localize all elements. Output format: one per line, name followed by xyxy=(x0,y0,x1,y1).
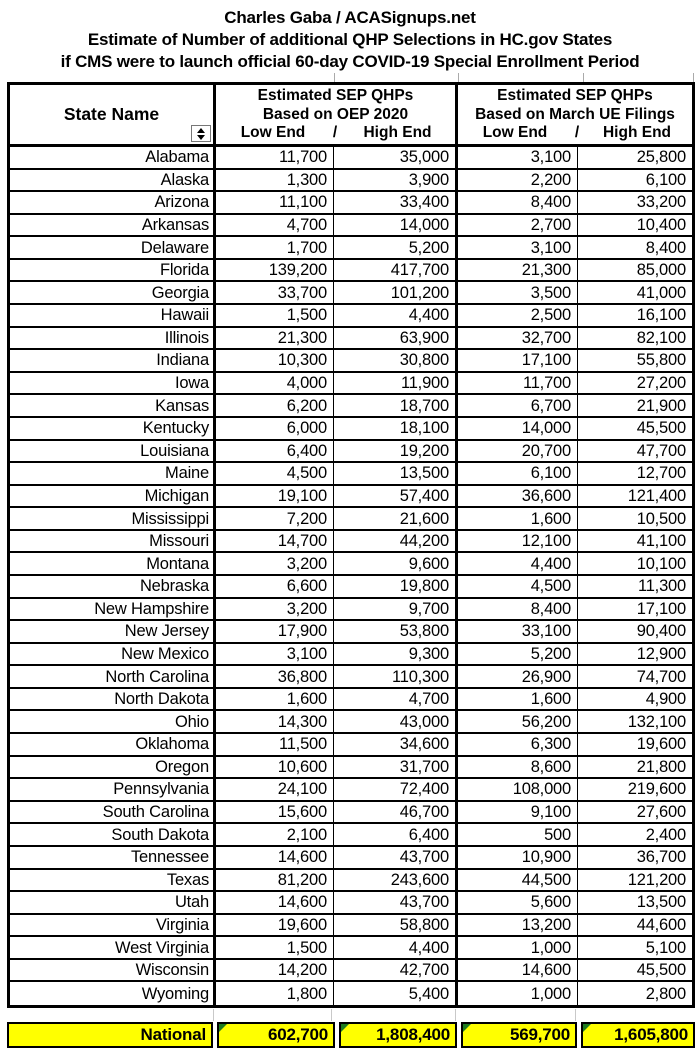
ue-lowhigh-subheader xyxy=(458,124,692,142)
ue-high-cell: 45,500 xyxy=(636,419,686,438)
state-name-cell: Florida xyxy=(10,260,216,281)
ue-low-cell: 14,600 xyxy=(458,960,578,981)
oep-low-cell: 81,200 xyxy=(216,870,334,891)
state-name-header-label: State Name xyxy=(63,104,160,124)
oep-high-cell: 4,700 xyxy=(334,689,458,710)
oep-high-cell: 31,700 xyxy=(334,757,458,778)
ue-low-cell: 9,100 xyxy=(458,802,578,823)
oep-low-cell: 14,700 xyxy=(216,531,334,552)
oep-low-cell: 11,100 xyxy=(216,192,334,213)
state-name-cell: Arkansas xyxy=(10,215,216,236)
ue-low-cell: 5,200 xyxy=(458,644,578,665)
oep-high-cell: 3,900 xyxy=(334,170,458,191)
ue-high-cell: 5,100 xyxy=(645,938,686,957)
ue-high-cell: 11,300 xyxy=(637,577,686,596)
ue-high-cell: 90,400 xyxy=(636,622,686,641)
ue-low-cell: 3,100 xyxy=(458,237,578,258)
table-row xyxy=(10,915,692,938)
ue-high-cell: 41,100 xyxy=(636,532,686,551)
table-row xyxy=(10,757,692,780)
ue-low-cell: 11,700 xyxy=(458,373,578,394)
oep-high-cell: 13,500 xyxy=(334,463,458,484)
state-name-cell: Oklahoma xyxy=(10,734,216,755)
table-row xyxy=(10,553,692,576)
table-row xyxy=(10,847,692,870)
table-row xyxy=(10,282,692,305)
oep-low-cell: 6,600 xyxy=(216,576,334,597)
table-body xyxy=(10,147,692,1005)
ue-high-cell: 41,000 xyxy=(636,283,686,302)
table-row xyxy=(10,237,692,260)
ue-low-end-label: Low End xyxy=(482,124,548,141)
ue-high-cell: 74,700 xyxy=(636,667,686,686)
oep-low-cell: 1,500 xyxy=(216,305,334,326)
state-name-cell: South Carolina xyxy=(10,802,216,823)
table-row xyxy=(10,170,692,193)
oep-high-cell: 11,900 xyxy=(334,373,458,394)
oep-low-cell: 24,100 xyxy=(216,779,334,800)
state-name-cell: Virginia xyxy=(10,915,216,936)
ue-low-cell: 32,700 xyxy=(458,328,578,349)
ue-low-cell: 6,300 xyxy=(458,734,578,755)
ue-high-cell: 2,800 xyxy=(645,984,686,1003)
ue-header-line1: Estimated SEP QHPs xyxy=(497,87,653,104)
ue-high-cell: 21,900 xyxy=(636,396,686,415)
state-name-header xyxy=(10,85,216,144)
oep-high-cell: 18,100 xyxy=(334,418,458,439)
table-row xyxy=(10,350,692,373)
oep-low-cell: 1,600 xyxy=(216,689,334,710)
ue-low-cell: 8,600 xyxy=(458,757,578,778)
oep-low-cell: 1,300 xyxy=(216,170,334,191)
state-name-cell: Ohio xyxy=(10,711,216,732)
state-name-cell: New Mexico xyxy=(10,644,216,665)
oep-high-cell: 4,400 xyxy=(334,305,458,326)
ue-low-cell: 2,500 xyxy=(458,305,578,326)
oep-low-cell: 6,400 xyxy=(216,441,334,462)
oep-low-cell: 11,500 xyxy=(216,734,334,755)
national-label-cell xyxy=(7,1022,213,1048)
ue-high-cell: 55,800 xyxy=(636,351,686,370)
oep-slash-separator: / xyxy=(332,124,338,141)
oep-low-cell: 19,100 xyxy=(216,486,334,507)
title-block xyxy=(0,7,700,73)
table-row xyxy=(10,666,692,689)
oep-high-cell: 243,600 xyxy=(334,870,458,891)
table-row xyxy=(10,305,692,328)
table-row xyxy=(10,508,692,531)
ue-high-cell: 10,500 xyxy=(636,509,686,528)
oep-high-cell: 21,600 xyxy=(334,508,458,529)
ue-high-cell: 44,600 xyxy=(636,915,686,934)
oep-high-cell: 14,000 xyxy=(334,215,458,236)
ue-high-end-label: High End xyxy=(602,124,672,141)
ue-low-cell: 2,200 xyxy=(458,170,578,191)
state-name-cell: Oregon xyxy=(10,757,216,778)
ue-high-cell: 13,500 xyxy=(636,893,686,912)
ue-header-line2: Based on March UE Filings xyxy=(475,106,675,123)
state-name-cell: Illinois xyxy=(10,328,216,349)
formula-indicator-triangle-icon xyxy=(583,1024,591,1032)
sort-filter-button[interactable] xyxy=(191,125,211,142)
ue-low-cell: 108,000 xyxy=(458,779,578,800)
state-name-cell: New Jersey xyxy=(10,621,216,642)
oep-low-cell: 2,100 xyxy=(216,824,334,845)
ue-high-cell: 19,600 xyxy=(636,735,686,754)
ue-high-cell: 121,200 xyxy=(627,870,686,889)
formula-indicator-triangle-icon xyxy=(219,1024,227,1032)
oep-low-cell: 17,900 xyxy=(216,621,334,642)
national-totals-row xyxy=(0,1022,700,1048)
national-ue-low-value: 569,700 xyxy=(509,1025,570,1044)
ue-low-cell: 33,100 xyxy=(458,621,578,642)
state-name-cell: Montana xyxy=(10,553,216,574)
national-oep-low-value: 602,700 xyxy=(267,1025,328,1044)
oep-high-cell: 9,300 xyxy=(334,644,458,665)
oep-low-cell: 10,600 xyxy=(216,757,334,778)
oep-low-cell: 21,300 xyxy=(216,328,334,349)
ue-high-cell: 219,600 xyxy=(627,780,686,799)
ue-high-cell: 27,200 xyxy=(636,374,686,393)
oep-high-cell: 44,200 xyxy=(334,531,458,552)
ue-high-cell: 12,700 xyxy=(636,464,686,483)
oep-high-cell: 19,800 xyxy=(334,576,458,597)
state-name-cell: Kansas xyxy=(10,395,216,416)
oep-high-cell: 101,200 xyxy=(334,282,458,303)
ue-low-cell: 4,500 xyxy=(458,576,578,597)
national-ue-high-value: 1,605,800 xyxy=(614,1025,688,1044)
ue-high-cell: 16,100 xyxy=(636,306,686,325)
table-row xyxy=(10,441,692,464)
oep-high-cell: 35,000 xyxy=(334,147,458,168)
national-ue-low-cell xyxy=(461,1022,577,1048)
state-name-cell: Utah xyxy=(10,892,216,913)
oep-low-cell: 14,600 xyxy=(216,892,334,913)
table-row xyxy=(10,802,692,825)
state-name-cell: Maine xyxy=(10,463,216,484)
table-row xyxy=(10,779,692,802)
ue-high-cell: 21,800 xyxy=(636,757,686,776)
ue-low-cell: 1,000 xyxy=(458,982,578,1005)
table-row xyxy=(10,192,692,215)
ue-low-cell: 3,100 xyxy=(458,147,578,168)
table-row xyxy=(10,486,692,509)
oep-low-cell: 4,700 xyxy=(216,215,334,236)
ue-high-cell: 82,100 xyxy=(636,328,686,347)
ue-high-cell: 85,000 xyxy=(636,261,686,280)
title-line-condition: if CMS were to launch official 60-day COVID-19 Special Enrollment Period xyxy=(60,52,640,71)
ue-high-cell: 8,400 xyxy=(645,238,686,257)
ue-high-cell: 27,600 xyxy=(636,803,686,822)
ue-high-cell: 132,100 xyxy=(627,712,686,731)
table-row xyxy=(10,960,692,983)
oep-low-cell: 139,200 xyxy=(216,260,334,281)
gridline-tick xyxy=(583,73,584,82)
ue-low-cell: 13,200 xyxy=(458,915,578,936)
gridline-tick xyxy=(575,1009,576,1021)
table-row xyxy=(10,734,692,757)
oep-low-cell: 1,500 xyxy=(216,937,334,958)
oep-high-cell: 110,300 xyxy=(334,666,458,687)
formula-indicator-triangle-icon xyxy=(341,1024,349,1032)
table-row xyxy=(10,531,692,554)
state-name-cell: Delaware xyxy=(10,237,216,258)
table-row xyxy=(10,463,692,486)
oep-high-cell: 30,800 xyxy=(334,350,458,371)
ue-low-cell: 21,300 xyxy=(458,260,578,281)
ue-high-cell: 10,400 xyxy=(636,216,686,235)
formula-indicator-triangle-icon xyxy=(463,1024,471,1032)
oep-high-cell: 46,700 xyxy=(334,802,458,823)
state-name-cell: New Hampshire xyxy=(10,599,216,620)
table-row xyxy=(10,328,692,351)
oep-high-cell: 5,200 xyxy=(334,237,458,258)
gridline-tick xyxy=(213,1009,214,1021)
oep-low-cell: 7,200 xyxy=(216,508,334,529)
state-name-cell: Tennessee xyxy=(10,847,216,868)
ue-low-cell: 6,700 xyxy=(458,395,578,416)
oep-low-cell: 14,300 xyxy=(216,711,334,732)
ue-group-header xyxy=(458,85,692,144)
national-ue-high-cell xyxy=(581,1022,695,1048)
table-row xyxy=(10,711,692,734)
oep-low-cell: 15,600 xyxy=(216,802,334,823)
oep-low-cell: 14,200 xyxy=(216,960,334,981)
table-row xyxy=(10,689,692,712)
ue-low-cell: 4,400 xyxy=(458,553,578,574)
oep-low-cell: 10,300 xyxy=(216,350,334,371)
sort-up-arrow-icon xyxy=(197,128,205,133)
national-oep-high-cell xyxy=(339,1022,457,1048)
ue-high-cell: 2,400 xyxy=(645,825,686,844)
ue-low-cell: 44,500 xyxy=(458,870,578,891)
ue-low-cell: 8,400 xyxy=(458,599,578,620)
table-row xyxy=(10,599,692,622)
ue-low-cell: 5,600 xyxy=(458,892,578,913)
gridline-tick xyxy=(334,73,335,82)
state-name-cell: Indiana xyxy=(10,350,216,371)
oep-header-line1: Estimated SEP QHPs xyxy=(257,87,414,104)
oep-high-cell: 19,200 xyxy=(334,441,458,462)
oep-high-cell: 72,400 xyxy=(334,779,458,800)
state-name-cell: Georgia xyxy=(10,282,216,303)
oep-high-cell: 58,800 xyxy=(334,915,458,936)
oep-high-cell: 417,700 xyxy=(334,260,458,281)
table-row xyxy=(10,937,692,960)
oep-low-cell: 6,000 xyxy=(216,418,334,439)
oep-high-cell: 63,900 xyxy=(334,328,458,349)
oep-low-cell: 3,200 xyxy=(216,599,334,620)
oep-high-end-label: High End xyxy=(363,124,432,141)
table-row xyxy=(10,644,692,667)
ue-low-cell: 56,200 xyxy=(458,711,578,732)
oep-high-cell: 9,700 xyxy=(334,599,458,620)
oep-low-cell: 6,200 xyxy=(216,395,334,416)
ue-slash-separator: / xyxy=(574,124,580,141)
state-name-cell: Pennsylvania xyxy=(10,779,216,800)
gridline-tick xyxy=(455,1009,456,1021)
state-name-cell: Alaska xyxy=(10,170,216,191)
ue-high-cell: 4,900 xyxy=(645,690,686,709)
ue-low-cell: 500 xyxy=(458,824,578,845)
state-name-cell: Hawaii xyxy=(10,305,216,326)
oep-low-cell: 1,800 xyxy=(216,982,334,1005)
ue-low-cell: 2,700 xyxy=(458,215,578,236)
oep-low-cell: 36,800 xyxy=(216,666,334,687)
gridline-tick xyxy=(693,73,694,82)
ue-high-cell: 10,100 xyxy=(636,554,686,573)
table-row xyxy=(10,215,692,238)
oep-low-cell: 4,500 xyxy=(216,463,334,484)
oep-low-cell: 3,200 xyxy=(216,553,334,574)
ue-high-cell: 121,400 xyxy=(627,486,686,505)
oep-low-cell: 33,700 xyxy=(216,282,334,303)
table-row xyxy=(10,373,692,396)
state-name-cell: South Dakota xyxy=(10,824,216,845)
oep-low-cell: 1,700 xyxy=(216,237,334,258)
oep-low-cell: 14,600 xyxy=(216,847,334,868)
gridline-tick xyxy=(331,1009,332,1021)
ue-low-cell: 6,100 xyxy=(458,463,578,484)
oep-high-cell: 43,700 xyxy=(334,892,458,913)
oep-high-cell: 43,000 xyxy=(334,711,458,732)
oep-high-cell: 4,400 xyxy=(334,937,458,958)
oep-high-cell: 5,400 xyxy=(334,982,458,1005)
ue-low-cell: 10,900 xyxy=(458,847,578,868)
ue-high-cell: 47,700 xyxy=(636,441,686,460)
oep-header-line2: Based on OEP 2020 xyxy=(262,106,409,123)
oep-low-end-label: Low End xyxy=(240,124,306,141)
state-name-cell: West Virginia xyxy=(10,937,216,958)
state-name-cell: North Dakota xyxy=(10,689,216,710)
national-label: National xyxy=(140,1025,206,1044)
state-name-cell: Iowa xyxy=(10,373,216,394)
gridline-tick xyxy=(458,73,459,82)
oep-high-cell: 9,600 xyxy=(334,553,458,574)
table-row xyxy=(10,260,692,283)
ue-low-cell: 8,400 xyxy=(458,192,578,213)
state-name-cell: Kentucky xyxy=(10,418,216,439)
oep-high-cell: 53,800 xyxy=(334,621,458,642)
state-name-cell: Michigan xyxy=(10,486,216,507)
ue-low-cell: 1,600 xyxy=(458,508,578,529)
oep-high-cell: 43,700 xyxy=(334,847,458,868)
national-oep-high-value: 1,808,400 xyxy=(376,1025,450,1044)
table-row xyxy=(10,621,692,644)
table-row xyxy=(10,824,692,847)
oep-group-header xyxy=(216,85,458,144)
oep-high-cell: 57,400 xyxy=(334,486,458,507)
sort-down-arrow-icon xyxy=(197,135,205,140)
ue-high-cell: 33,200 xyxy=(636,193,686,212)
ue-low-cell: 20,700 xyxy=(458,441,578,462)
state-name-cell: Alabama xyxy=(10,147,216,168)
oep-high-cell: 33,400 xyxy=(334,192,458,213)
table-row xyxy=(10,892,692,915)
oep-low-cell: 11,700 xyxy=(216,147,334,168)
table-row xyxy=(10,395,692,418)
state-name-cell: Wyoming xyxy=(10,982,216,1005)
oep-low-cell: 19,600 xyxy=(216,915,334,936)
ue-high-cell: 25,800 xyxy=(636,148,686,167)
state-name-cell: Arizona xyxy=(10,192,216,213)
table-row xyxy=(10,147,692,170)
table-header xyxy=(10,85,692,147)
ue-high-cell: 12,900 xyxy=(636,645,686,663)
ue-low-cell: 3,500 xyxy=(458,282,578,303)
title-line-estimate: Estimate of Number of additional QHP Selections in HC.gov States xyxy=(87,30,613,49)
state-name-cell: Nebraska xyxy=(10,576,216,597)
oep-lowhigh-subheader xyxy=(216,124,455,142)
ue-high-cell: 45,500 xyxy=(636,961,686,980)
oep-high-cell: 6,400 xyxy=(334,824,458,845)
ue-low-cell: 14,000 xyxy=(458,418,578,439)
state-name-cell: Texas xyxy=(10,870,216,891)
table-row xyxy=(10,870,692,893)
oep-high-cell: 34,600 xyxy=(334,734,458,755)
oep-low-cell: 4,000 xyxy=(216,373,334,394)
ue-high-cell: 6,100 xyxy=(645,170,686,189)
state-name-cell: Mississippi xyxy=(10,508,216,529)
ue-low-cell: 17,100 xyxy=(458,350,578,371)
ue-low-cell: 36,600 xyxy=(458,486,578,507)
table-row xyxy=(10,418,692,441)
ue-low-cell: 26,900 xyxy=(458,666,578,687)
ue-high-cell: 36,700 xyxy=(636,848,686,867)
oep-high-cell: 18,700 xyxy=(334,395,458,416)
oep-high-cell: 42,700 xyxy=(334,960,458,981)
table-row xyxy=(10,576,692,599)
ue-low-cell: 1,000 xyxy=(458,937,578,958)
state-name-cell: North Carolina xyxy=(10,666,216,687)
state-name-cell: Louisiana xyxy=(10,441,216,462)
ue-low-cell: 1,600 xyxy=(458,689,578,710)
ue-low-cell: 12,100 xyxy=(458,531,578,552)
state-name-cell: Missouri xyxy=(10,531,216,552)
state-name-cell: Wisconsin xyxy=(10,960,216,981)
oep-low-cell: 3,100 xyxy=(216,644,334,665)
ue-high-cell: 17,100 xyxy=(636,599,686,618)
table-row xyxy=(10,982,692,1005)
national-oep-low-cell xyxy=(217,1022,335,1048)
qhp-estimates-table xyxy=(7,82,695,1008)
title-line-author: Charles Gaba / ACASignups.net xyxy=(224,8,476,27)
